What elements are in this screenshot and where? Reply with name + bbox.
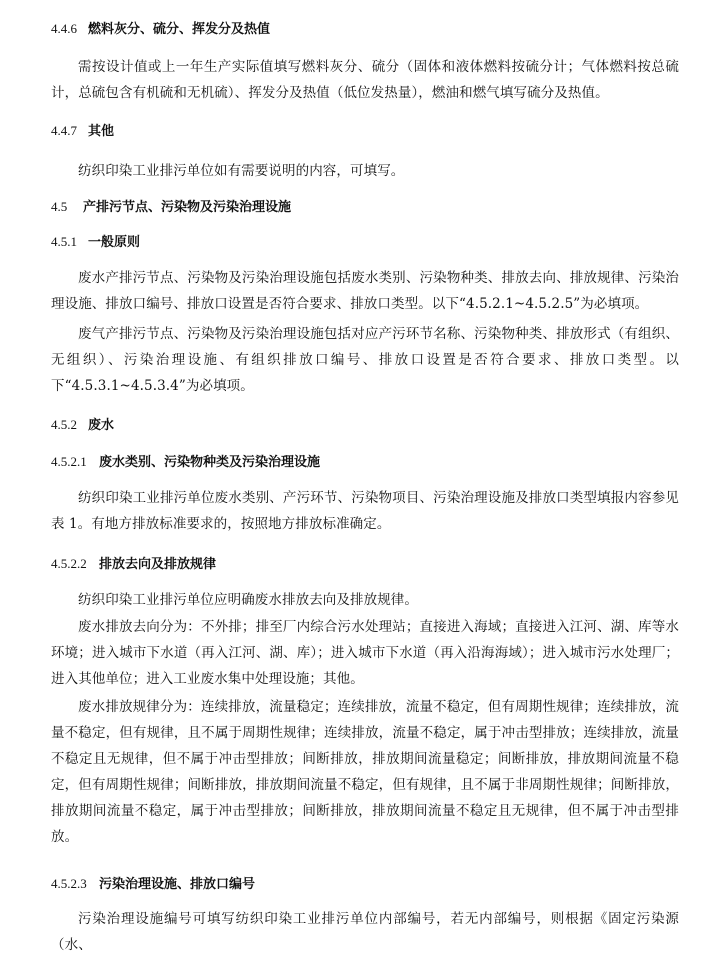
paragraph: 污染治理设施编号可填写纺织印染工业排污单位内部编号，若无内部编号，则根据《固定污染源（水、 [51,911,679,953]
section-number: 4.4.6 [51,21,77,36]
section-number: 4.5.2.3 [51,876,87,891]
section-number: 4.5 [51,199,68,214]
section-title: 其他 [88,124,115,139]
section-number: 4.5.2.1 [51,454,87,469]
paragraph: 废水排放规律分为：连续排放，流量稳定；连续排放，流量不稳定，但有周期性规律；连续排放，流量不稳定，但有规律，且不属于周期性规律；连续排放，流量不稳定，属于冲击型排放；连续排放，流量不稳定且无规律，但不属于冲击型排放；间断排放，排放期间流量稳定；间断排放，排放期间流量不稳定，但有周期性规律；间断排放，排放期间流量不稳定，但有规律，且不属于非周期性规律；间断排放，排放期间流量不稳定，属于冲击型排放；间断排放，排放期间流量不稳定且无规律，但不属于冲击型排放。 [51,699,679,845]
section-heading [51,453,320,472]
paragraph: 纺织印染工业排污单位如有需要说明的内容，可填写。 [78,163,405,179]
paragraph: 纺织印染工业排污单位应明确废水排放去向及排放规律。 [78,592,418,608]
section-number: 4.5.1 [51,234,77,249]
section-title: 产排污节点、污染物及污染治理设施 [83,200,292,215]
section-heading [51,875,255,894]
section-heading [51,20,270,39]
section-title: 燃料灰分、硫分、挥发分及热值 [88,22,271,37]
paragraph: 需按设计值或上一年生产实际值填写燃料灰分、硫分（固体和液体燃料按硫分计；气体燃料按总硫计，总硫包含有机硫和无机硫）、挥发分及热值（低位发热量），燃油和燃气填写硫分及热值。 [51,59,679,101]
section-heading [51,233,140,252]
paragraph: 废水排放去向分为：不外排；排至厂内综合污水处理站；直接进入海域；直接进入江河、湖、库等水环境；进入城市下水道（再入江河、湖、库）；进入城市下水道（再入沿海海域）；进入城市污水处理厂；进入其他单位；进入工业废水集中处理设施；其他。 [51,619,679,687]
section-title: 污染治理设施、排放口编号 [99,877,256,892]
section-title: 排放去向及排放规律 [99,557,217,572]
section-heading [51,198,291,217]
section-number: 4.5.2 [51,417,77,432]
section-number: 4.5.2.2 [51,556,87,571]
section-heading [51,122,114,141]
paragraph: 废水产排污节点、污染物及污染治理设施包括废水类别、污染物种类、排放去向、排放规律、污染治理设施、排放口编号、排放口设置是否符合要求、排放口类型。以下“4.5.2.1~4.5.2.5”为必填项。 [51,270,679,312]
section-heading [51,416,114,435]
section-number: 4.4.7 [51,123,77,138]
section-title: 废水 [88,418,115,433]
section-title: 废水类别、污染物种类及污染治理设施 [99,455,321,470]
section-heading [51,555,216,574]
section-title: 一般原则 [88,235,141,250]
paragraph: 纺织印染工业排污单位废水类别、产污环节、污染物项目、污染治理设施及排放口类型填报内容参见表 1。有地方排放标准要求的，按照地方排放标准确定。 [51,490,679,532]
paragraph: 废气产排污节点、污染物及污染治理设施包括对应产污环节名称、污染物种类、排放形式（有组织、无组织）、污染治理设施、有组织排放口编号、排放口设置是否符合要求、排放口类型。以下“4.5.3.1~4.5.3.4”为必填项。 [51,326,679,394]
